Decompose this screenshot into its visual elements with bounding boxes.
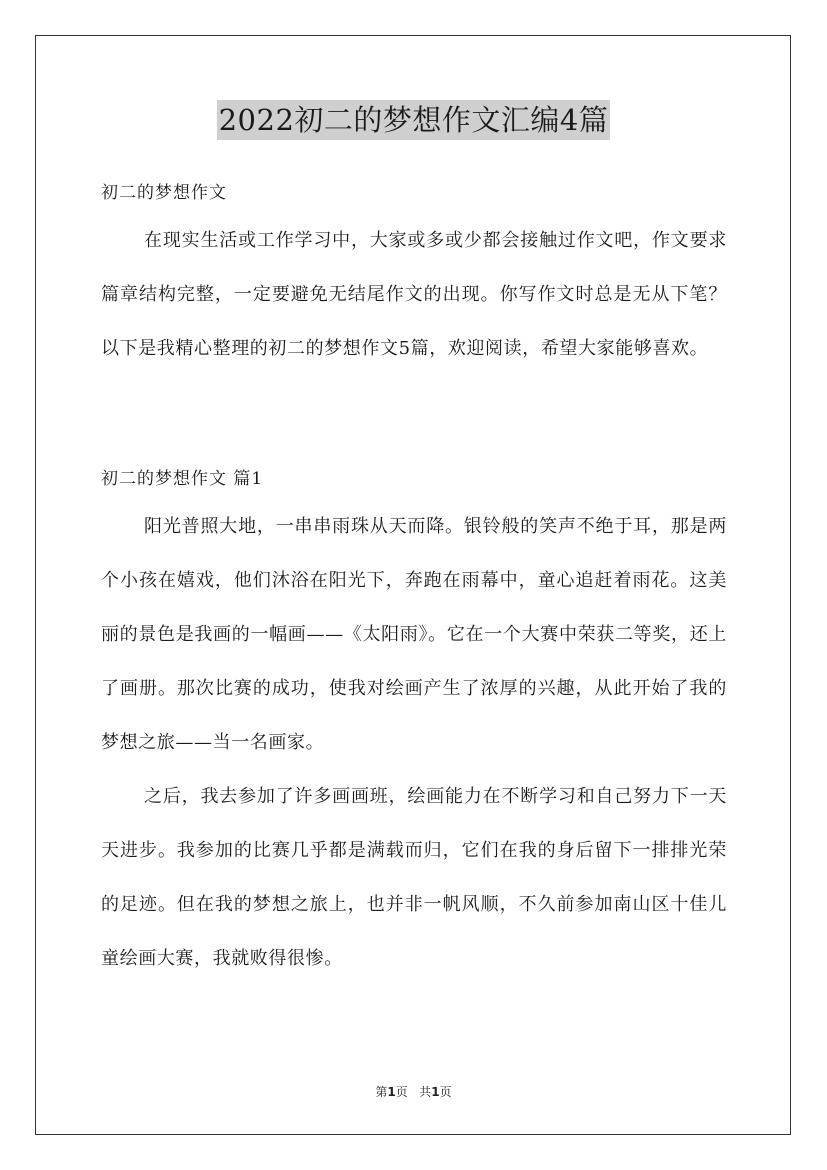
document-body: [101, 172, 727, 986]
section-heading: 初二的梦想作文: [101, 183, 227, 203]
section-gap: [101, 376, 727, 458]
page-prefix: 第: [375, 1085, 388, 1099]
intro-paragraph: 在现实生活或工作学习中，大家或多或少都会接触过作文吧，作文要求篇章结构完整，一定要避免无结尾作文的出现。你写作文时总是无从下笔？以下是我精心整理的初二的梦想作文5篇，欢迎阅读，希望大家能够喜欢。: [101, 230, 727, 359]
essay-heading: 初二的梦想作文 篇1: [101, 469, 264, 489]
page-footer: [0, 1083, 827, 1100]
document-title: 2022初二的梦想作文汇编4篇: [217, 100, 611, 140]
page-current: 1: [387, 1085, 396, 1099]
title-container: [0, 100, 827, 140]
essay-paragraph: 阳光普照大地，一串串雨珠从天而降。银铃般的笑声不绝于耳，那是两个小孩在嬉戏，他们沐浴在阳光下，奔跑在雨幕中，童心追赶着雨花。这美丽的景色是我画的一幅画——《太阳雨》。它在一个大赛中荣获二等奖，还上了画册。那次比赛的成功，使我对绘画产生了浓厚的兴趣，从此开始了我的梦想之旅——当一名画家。: [101, 516, 727, 753]
total-prefix: 共: [419, 1085, 432, 1099]
total-label: 页: [439, 1085, 452, 1099]
page-total: 1: [431, 1085, 440, 1099]
page-label: 页: [395, 1085, 408, 1099]
essay-paragraph: 之后，我去参加了许多画画班，绘画能力在不断学习和自己努力下一天天进步。我参加的比赛几乎都是满载而归，它们在我的身后留下一排排光荣的足迹。但在我的梦想之旅上，也并非一帆风顺，不久前参加南山区十佳儿童绘画大赛，我就败得很惨。: [101, 786, 727, 969]
